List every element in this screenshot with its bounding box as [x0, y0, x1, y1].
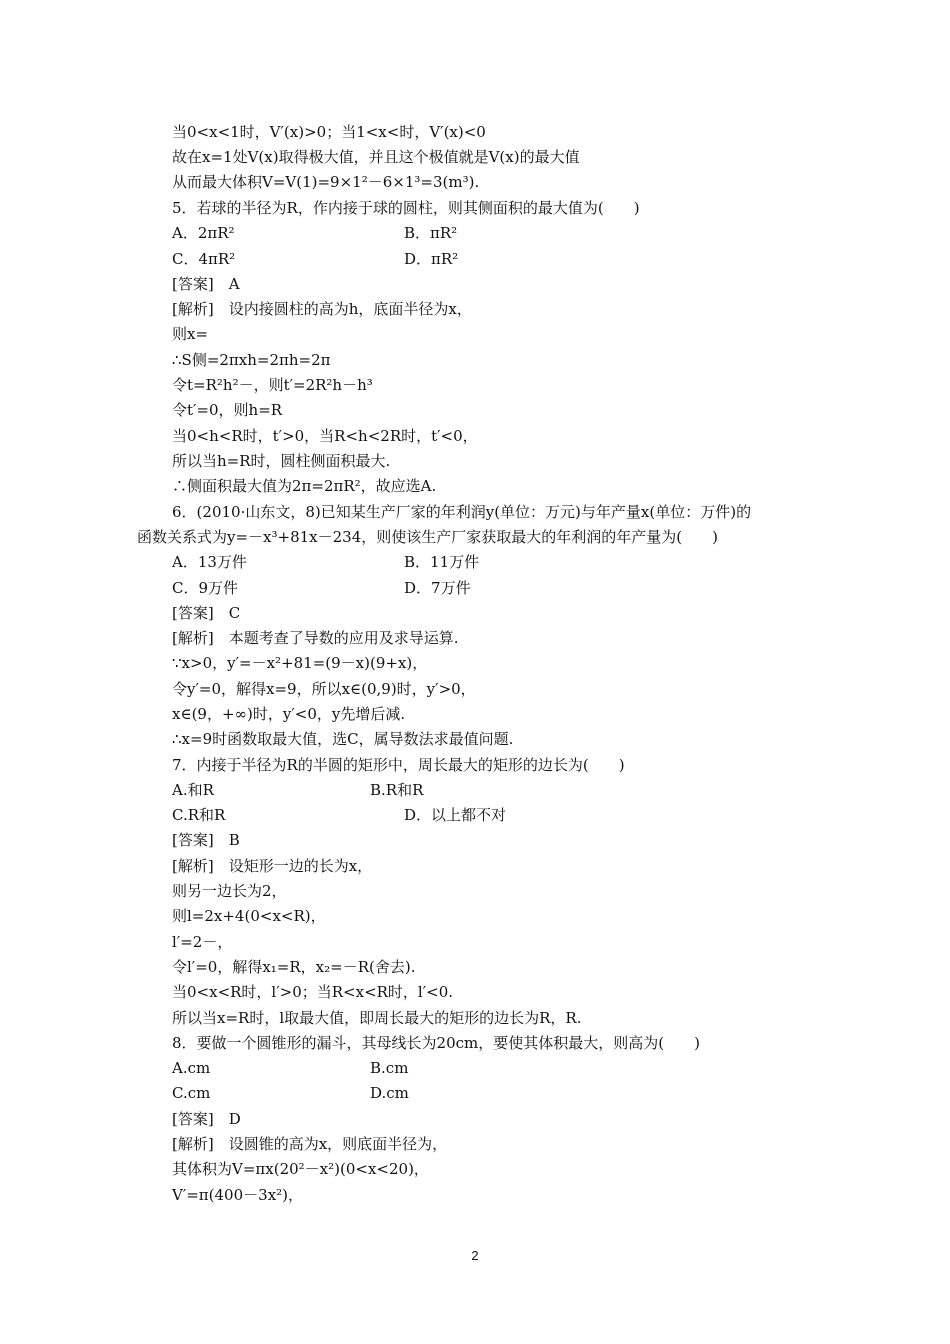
text-line: 其体积为V=πx(20²－x²)(0<x<20)，	[172, 1160, 429, 1178]
question-6-cont: 函数关系式为y=－x³+81x－234，则使该生产厂家获取最大的年利润的年产量为( )	[137, 528, 718, 546]
question-5: 5．若球的半径为R，作内接于球的圆柱，则其侧面积的最大值为( )	[172, 199, 640, 217]
question-6: 6．(2010·山东文，8)已知某生产厂家的年利润y(单位：万元)与年产量x(单位：万件)的	[172, 503, 752, 521]
text-line: ∴侧面积最大值为2π=2πR²，故应选A.	[172, 477, 437, 495]
question-8: 8．要做一个圆锥形的漏斗，其母线长为20cm，要使其体积最大，则高为( )	[172, 1034, 700, 1052]
analysis-line: [解析] 本题考查了导数的应用及求导运算.	[172, 629, 459, 647]
text-line: 从而最大体积V=V(1)=9×1²－6×1³=3(m³).	[172, 173, 480, 191]
text-line: 当0<x<1时，V′(x)>0；当1<x<时，V′(x)<0	[172, 123, 486, 141]
answer-line: [答案] D	[172, 1110, 241, 1128]
option-b: B.R和R	[370, 781, 424, 799]
text-line: 则x=	[172, 325, 209, 343]
text-line: 令y′=0，解得x=9，所以x∈(0,9)时，y′>0，	[172, 680, 476, 698]
option-c: C.cm	[172, 1084, 211, 1102]
option-b: B．11万件	[404, 553, 480, 571]
text-line: 当0<x<R时，l′>0；当R<x<R时，l′<0.	[172, 983, 454, 1001]
text-line: 令t′=0，则h=R	[172, 401, 283, 419]
option-d: D．7万件	[404, 579, 471, 597]
option-b: B.cm	[370, 1059, 409, 1077]
text-line: 令t=R²h²－，则t′=2R²h－h³	[172, 376, 373, 394]
text-line: 所以当h=R时，圆柱侧面积最大.	[172, 452, 391, 470]
answer-line: [答案] B	[172, 831, 240, 849]
text-line: 故在x=1处V(x)取得极大值，并且这个极值就是V(x)的最大值	[172, 148, 580, 166]
option-d: D．以上都不对	[404, 806, 507, 824]
analysis-line: [解析] 设矩形一边的长为x，	[172, 857, 373, 875]
analysis-line: [解析] 设圆锥的高为x，则底面半径为，	[172, 1135, 448, 1153]
option-a: A.cm	[172, 1059, 211, 1077]
option-a: A．2πR²	[172, 224, 235, 242]
text-line: l′=2－，	[172, 933, 233, 951]
text-line: x∈(9，+∞)时，y′<0，y先增后减.	[172, 705, 406, 723]
text-line: 令l′=0，解得x₁=R，x₂=－R(舍去).	[172, 958, 416, 976]
analysis-line: [解析] 设内接圆柱的高为h，底面半径为x，	[172, 300, 472, 318]
option-c: C．9万件	[172, 579, 239, 597]
text-line: ∴S侧=2πxh=2πh=2π	[172, 351, 331, 369]
text-line: 当0<h<R时，t′>0，当R<h<2R时，t′<0，	[172, 427, 478, 445]
text-line: 则另一边长为2，	[172, 882, 287, 900]
answer-line: [答案] A	[172, 275, 240, 293]
answer-line: [答案] C	[172, 604, 241, 622]
text-line: 则l=2x+4(0<x<R)，	[172, 907, 326, 925]
option-d: D.cm	[370, 1084, 409, 1102]
option-d: D．πR²	[404, 250, 459, 268]
option-b: B．πR²	[404, 224, 458, 242]
page-number: 2	[471, 1248, 479, 1263]
option-a: A.和R	[172, 781, 214, 799]
text-line: 所以当x=R时，l取最大值，即周长最大的矩形的边长为R，R.	[172, 1009, 582, 1027]
option-c: C．4πR²	[172, 250, 236, 268]
question-7: 7．内接于半径为R的半圆的矩形中，周长最大的矩形的边长为( )	[172, 756, 625, 774]
text-line: V′=π(400－3x²)，	[172, 1186, 304, 1204]
option-a: A．13万件	[172, 553, 247, 571]
text-line: ∴x=9时函数取最大值，选C，属导数法求最值问题.	[172, 730, 514, 748]
text-line: ∵x>0，y′=－x²+81=(9－x)(9+x)，	[172, 654, 428, 672]
option-c: C.R和R	[172, 806, 226, 824]
